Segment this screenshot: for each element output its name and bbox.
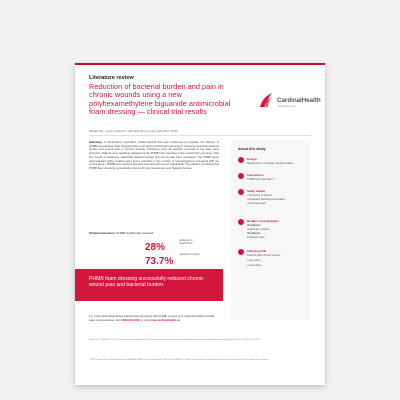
summary-paragraph [89,141,219,171]
section-item: Randomized, controlled, double-blinded [247,161,293,165]
summary-lead: Summary: [89,141,103,144]
patient-profile-icon [238,249,244,255]
authors-citation: Sibbald RG, Coutts P, Woo KY. Adv Skin Wound Care 2011;24(2):78-84. [89,129,179,133]
clinical-outcomes-label [89,231,154,235]
header-divider [89,135,311,136]
stat-description: reported no pain² [179,253,200,256]
logo-name: CardinalHealth [277,97,321,104]
section-item: included in trial [247,236,265,239]
contact-website[interactable]: shop.cardinalhealth.ca [149,317,180,322]
section-item: • Evaluated pain [247,202,266,205]
section-item: 45 patients [247,224,261,227]
stat-description: reduction in organisms¹ [179,239,193,246]
section-item: • University of Toronto [247,194,273,197]
section-item: • Leg ulcers [247,259,261,262]
contact-info [89,315,219,322]
study-sidebar [231,140,311,320]
sidebar-title: About this study [238,147,266,151]
stat-pain [145,251,200,269]
section-item: treated per protocol [247,228,270,231]
participants-icon [238,219,244,225]
clinical-outcomes-heading: Clinical outcomes: [89,231,116,235]
section-item: • Foot ulcers [247,264,262,267]
summary-text: A randomized, controlled, double-blinded trial was conducted to compare the efficacy of PHMB-impregnated foam dressing with a non-antimicrobial foam dressing in reducing superficial bacterial burden and wound pain in chronic wounds. Outcomes from 45 patients recruited at two sites were analyzed. Patients were randomly assigned to the PHMB foam dressing or the control foam dressing. After four weeks of treatment, superficial bacterial burden and wound pain were measured. The PHMB group demonstrated higher healing rates and a reduction in the number of microorganisms compared with the control group. PHMB foam reduced bacterial load and pain scores significantly. The authors concluded that PHMB foam dressing successfully reduced chronic wound pain and bacterial burden. [89,141,219,170]
contact-or: or visit [140,317,149,322]
design-icon [238,157,244,163]
clinical-outcomes-text: PHMB significantly reduced: [116,231,155,235]
study-details-icon [238,189,244,195]
section-item: • Evaluated bacterial colonization [247,198,286,201]
section-heading: Patient profile [247,249,267,253]
document-title: Reduction of bacterial burden and pain in chronic wounds using a new polyhexamethylene biguanide antimicrobial foam dressing — clinical trial results [89,82,231,117]
section-item: PHMB foam (Kendall™) [247,177,275,181]
stat-value: 28% [145,242,166,253]
section-item: Patients with chronic wounds [247,254,281,257]
conclusion-banner-text: PHMB foam dressing successfully reduced chronic wound pain and bacterial burden. [89,276,204,289]
cardinal-health-logo [258,91,321,115]
stat-value: 73.7% [145,256,174,267]
intervention-icon [238,173,244,179]
references: References: 1. Sibbald RG, et al. Reduction of bacterial burden and pain in chronic wounds using a new polyhexamethylene biguanide antimicrobial foam dressing. Adv Skin Wound Care 2011;24(2):78-84. [89,339,260,341]
contact-phone[interactable]: 1.800.291.0333 [120,317,141,322]
document-page [75,63,325,385]
cardinal-bird-icon [258,91,274,109]
top-accent-line [75,63,325,65]
contact-text: For more information about antimicrobial dressings with PHMB, contact your Cardinal Health Canada sales representative, call [89,314,214,322]
document-type: Literature review [89,75,134,81]
section-heading: Design [247,157,257,161]
logo-tagline: Essential to care [278,105,296,108]
legal-footer: © 2018 Cardinal Health. All Rights Reserved. CARDINAL HEALTH, the Cardinal Health LOGO and ESSENTIAL TO CARE are trademarks of Cardinal Health and may be registered in the US and/or in other countries. [89,359,270,361]
section-heading: Study details [247,189,265,193]
section-heading: Number of participants [247,219,279,223]
section-item: 40 patients [247,232,261,235]
section-heading: Intervention [247,173,264,177]
